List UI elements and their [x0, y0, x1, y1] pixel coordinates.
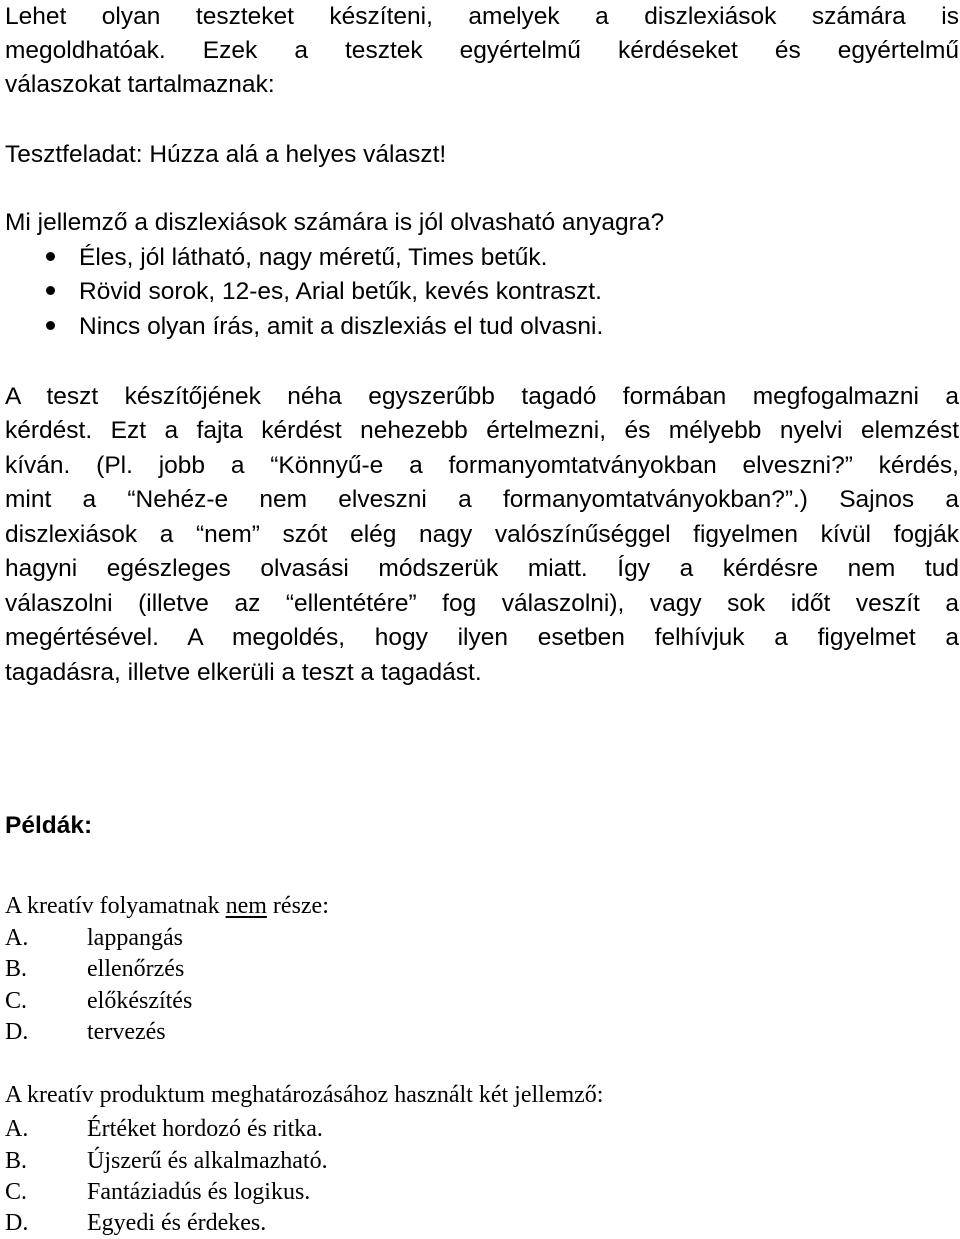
body-line-2: kérdést. Ezt a fajta kérdést nehezebb értelmezni, és mélyebb nyelvi elemzést — [5, 417, 959, 444]
option-text: Értéket hordozó és ritka. — [87, 1116, 323, 1142]
intro-line-3: válaszokat tartalmaznak: — [5, 71, 275, 98]
example-2-option-a[interactable] — [5, 1113, 323, 1145]
option-letter: B. — [5, 1148, 28, 1174]
underlined-word: nem — [225, 893, 267, 919]
question-text: A kreatív folyamatnak — [5, 893, 226, 919]
example-1-option-a[interactable] — [5, 922, 183, 954]
example-2-option-c[interactable] — [5, 1176, 310, 1208]
option-text: előkészítés — [87, 988, 193, 1014]
option-text: Fantáziadús és logikus. — [87, 1179, 311, 1205]
option-text: lappangás — [87, 925, 183, 951]
body-line-5: diszlexiások a “nem” szót elég nagy valószínűséggel figyelmen kívül fogják — [5, 521, 959, 548]
example-2-option-b[interactable] — [5, 1145, 328, 1177]
bullet-icon — [46, 321, 55, 330]
option-text: ellenőrzés — [87, 956, 185, 982]
question-1-option-c[interactable] — [46, 310, 603, 344]
example-1-option-d[interactable] — [5, 1016, 166, 1048]
intro-line-2: megoldhatóak. Ezek a tesztek egyértelmű kérdéseket és egyértelmű — [5, 37, 959, 64]
body-line-7: válaszolni (illetve az “ellentétére” fog válaszolni), vagy sok időt veszít a — [5, 590, 959, 617]
body-line-9: tagadásra, illetve elkerüli a teszt a tagadást. — [5, 659, 482, 686]
example-1-option-c[interactable] — [5, 985, 192, 1017]
option-text: tervezés — [87, 1019, 166, 1045]
body-line-6: hagyni egészleges olvasási módszerük miatt. Így a kérdésre nem tud — [5, 555, 959, 582]
option-letter: D. — [5, 1019, 29, 1045]
option-label: Rövid sorok, 12-es, Arial betűk, kevés kontraszt. — [79, 278, 602, 305]
body-line-8: megértésével. A megoldés, hogy ilyen esetben felhívjuk a figyelmet a — [5, 624, 959, 651]
examples-heading: Példák: — [5, 812, 93, 839]
option-letter: A. — [5, 925, 29, 951]
body-line-3: kíván. (Pl. jobb a “Könnyű-e a formanyomtatványokban elveszni?” kérdés, — [5, 452, 959, 479]
example-1-question — [5, 890, 329, 922]
option-label: Éles, jól látható, nagy méretű, Times betűk. — [79, 244, 548, 271]
option-text: Egyedi és érdekes. — [87, 1210, 267, 1236]
option-letter: C. — [5, 988, 28, 1014]
body-line-4: mint a “Nehéz-e nem elveszni a formanyomtatványokban?”.) Sajnos a — [5, 486, 959, 513]
question-1-option-a[interactable] — [46, 241, 547, 275]
example-1-option-b[interactable] — [5, 953, 184, 985]
bullet-icon — [46, 252, 55, 261]
intro-line-1: Lehet olyan teszteket készíteni, amelyek a diszlexiások számára is — [5, 3, 959, 30]
option-label: Nincs olyan írás, amit a diszlexiás el tud olvasni. — [79, 313, 604, 340]
option-letter: A. — [5, 1116, 29, 1142]
option-letter: D. — [5, 1210, 29, 1236]
question-1-text: Mi jellemző a diszlexiások számára is jól olvasható anyagra? — [5, 209, 665, 236]
example-2-option-d[interactable] — [5, 1207, 266, 1239]
option-text: Újszerű és alkalmazható. — [87, 1148, 328, 1174]
example-2-question: A kreatív produktum meghatározásához használt két jellemző: — [5, 1082, 604, 1108]
question-text-end: része: — [266, 893, 329, 919]
option-letter: C. — [5, 1179, 28, 1205]
task-label: Tesztfeladat: Húzza alá a helyes választ! — [5, 141, 447, 168]
bullet-icon — [46, 286, 55, 295]
option-letter: B. — [5, 956, 28, 982]
body-line-1: A teszt készítőjének néha egyszerűbb tagadó formában megfogalmazni a — [5, 383, 959, 410]
question-1-option-b[interactable] — [46, 275, 602, 309]
